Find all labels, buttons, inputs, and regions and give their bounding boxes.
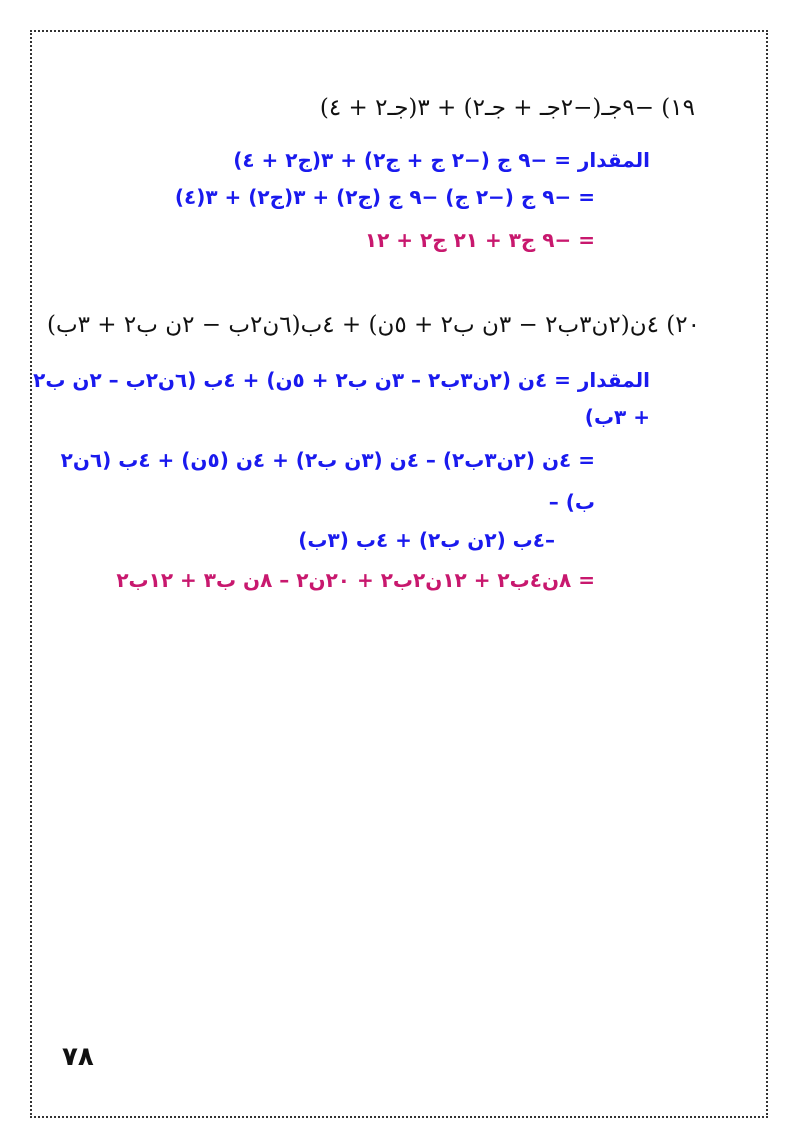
problem-20-answer: = ٨ن٤ب٢ + ١٢ن٢ب٢ + ٢٠ن٢ – ٨ن ب٣ + ١٢ب٢ (116, 568, 595, 592)
problem-20-statement: ٢٠) ٤ن(٢ن٣ب٢ − ٣ن ب٢ + ٥ن) + ٤ب(٦ن٢ب − ٢ن ب٢ + ٣ب) (46, 312, 700, 338)
problem-20-step-1: المقدار = ٤ن (٢ن٣ب٢ – ٣ن ب٢ + ٥ن) + ٤ب (٦ن٢ب – ٢ن ب٢ (33, 368, 650, 392)
problem-19-step-2: = −٩ ج (−٢ ج) −٩ ج (ج٢) + ٣(ج٢) + ٣(٤) (174, 185, 595, 209)
problem-20-step-5: –٤ب (٢ن ب٢) + ٤ب (٣ب) (298, 528, 555, 552)
problem-19-answer: = −٩ ج٣ + ٢١ ج٢ + ١٢ (364, 228, 595, 252)
problem-19-statement: ١٩) −٩جـ(−٢جـ + جـ٢) + ٣(جـ٢ + ٤) (319, 95, 695, 121)
problem-20-step-3: = ٤ن (٢ن٣ب٢) – ٤ن (٣ن ب٢) + ٤ن (٥ن) + ٤ب (٦ن٢ (60, 448, 595, 472)
problem-20-step-2: + ٣ب) (584, 405, 650, 429)
problem-20-step-4: ب) – (548, 490, 595, 514)
problem-19-step-1: المقدار = −٩ ج (−٢ ج + ج٢) + ٣(ج٢ + ٤) (233, 148, 650, 172)
page-number: ٧٨ (62, 1042, 94, 1072)
